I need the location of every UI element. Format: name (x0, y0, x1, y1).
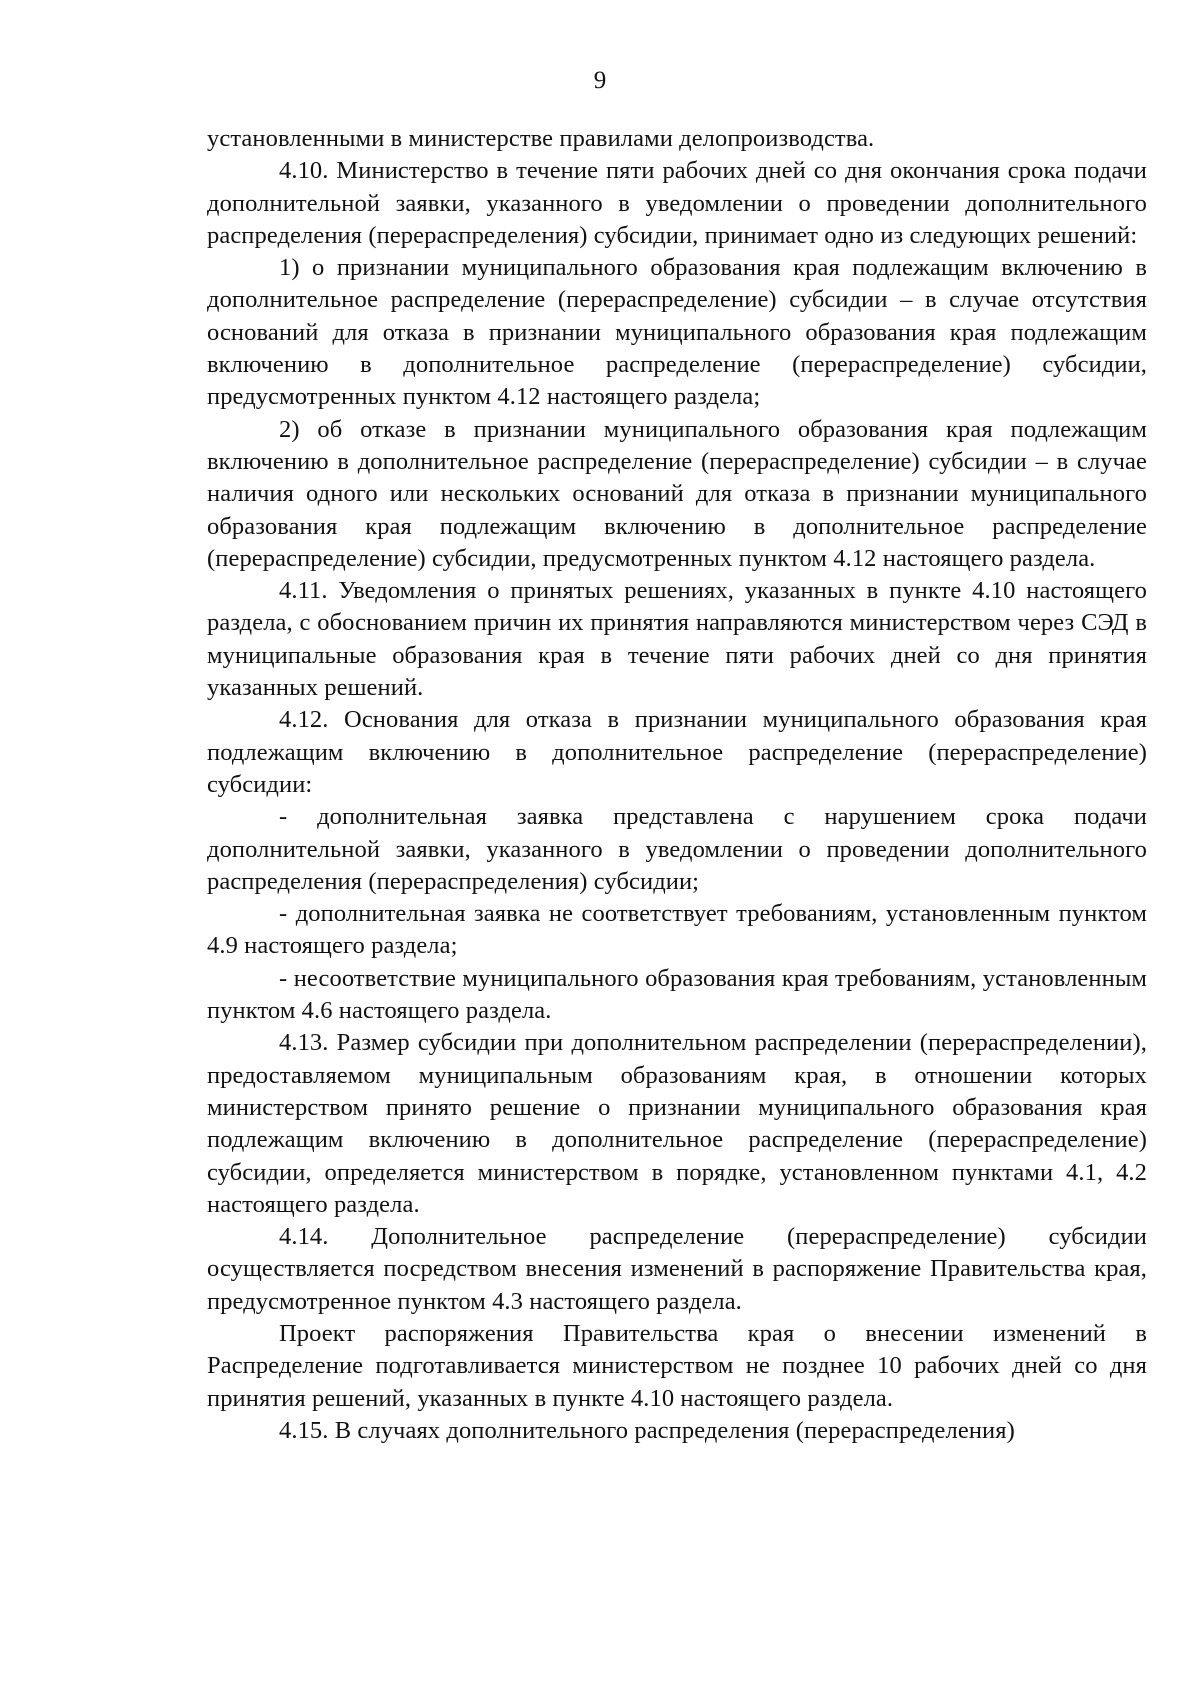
paragraph-4-11: 4.11. Уведомления о принятых решениях, указанных в пункте 4.10 настоящего раздела, с обоснованием причин их принятия направляются министерством через СЭД в муниципальные образования края в течение пяти рабочих дней со дня принятия указанных решений. (207, 577, 1147, 702)
paragraph-continuation: установленными в министерстве правилами делопроизводства. (207, 125, 875, 152)
paragraph-4-12-ground-2: - дополнительная заявка не соответствует требованиям, установленным пунктом 4.9 настоящего раздела; (207, 900, 1147, 960)
paragraph-4-10: 4.10. Министерство в течение пяти рабочих дней со дня окончания срока подачи дополнительной заявки, указанного в уведомлении о проведении дополнительного распределения (перераспределения) субсидии, принимает одно из следующих решений: (207, 157, 1147, 249)
paragraph-4-14: 4.14. Дополнительное распределение (перераспределение) субсидии осуществляется посредством внесения изменений в распоряжение Правительства края, предусмотренное пунктом 4.3 настоящего раздела. (207, 1223, 1147, 1315)
paragraph-item-2: 2) об отказе в признании муниципального образования края подлежащим включению в дополнительное распределение (перераспределение) субсидии – в случае наличия одного или нескольких оснований для отказа в признании муниципального образования края подлежащим включению в дополнительное распределение (перераспределение) субсидии, предусмотренных пунктом 4.12 настоящего раздела. (207, 415, 1147, 572)
paragraph-4-12: 4.12. Основания для отказа в признании муниципального образования края подлежащим включению в дополнительное распределение (перераспределение) субсидии: (207, 706, 1147, 798)
page-number: 9 (593, 67, 607, 94)
paragraph-4-13: 4.13. Размер субсидии при дополнительном распределении (перераспределении), предоставляемом муниципальным образованиям края, в отношении которых министерством принято решение о признании муниципального образования края подлежащим включению в дополнительное распределение (перераспределение) субсидии, определяется министерством в порядке, установленном пунктами 4.1, 4.2 настоящего раздела. (207, 1029, 1147, 1218)
paragraph-4-15: 4.15. В случаях дополнительного распределения (перераспределения) (279, 1416, 1015, 1444)
document-body (207, 123, 1147, 1447)
paragraph-item-1: 1) о признании муниципального образования края подлежащим включению в дополнительное распределение (перераспределение) субсидии – в случае отсутствия оснований для отказа в признании муниципального образования края подлежащим включению в дополнительное распределение (перераспределение) субсидии, предусмотренных пунктом 4.12 настоящего раздела; (207, 254, 1147, 411)
paragraph-4-12-ground-1: - дополнительная заявка представлена с нарушением срока подачи дополнительной заявки, указанного в уведомлении о проведении дополнительного распределения (перераспределения) субсидии; (207, 803, 1147, 895)
paragraph-draft-order: Проект распоряжения Правительства края о внесении изменений в Распределение подготавливается министерством не позднее 10 рабочих дней со дня принятия решений, указанных в пункте 4.10 настоящего раздела. (207, 1319, 1147, 1412)
paragraph-4-12-ground-3: - несоответствие муниципального образования края требованиям, установленным пунктом 4.6 настоящего раздела. (207, 964, 1147, 1025)
